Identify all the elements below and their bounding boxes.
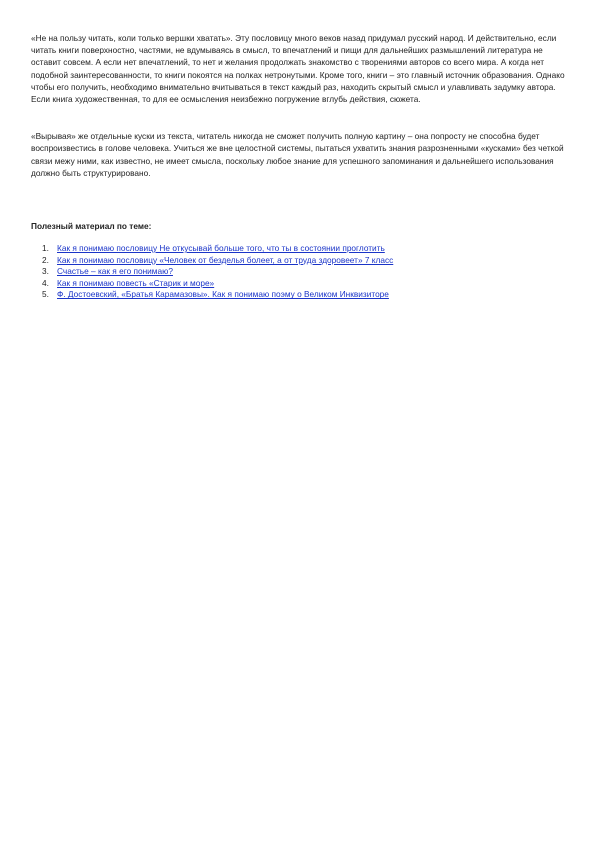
- list-item-number: 3.: [42, 266, 49, 277]
- related-link-3[interactable]: Счастье – как я его понимаю?: [57, 266, 173, 277]
- list-item: [31, 289, 571, 301]
- list-item-number: 4.: [42, 277, 49, 288]
- related-link-1[interactable]: Как я понимаю пословицу Не откусывай больше того, что ты в состоянии проглотить: [57, 243, 385, 254]
- related-link-5[interactable]: Ф. Достоевский, «Братья Карамазовы». Как я понимаю поэму о Великом Инквизиторе: [57, 289, 389, 300]
- useful-material-heading: Полезный материал по теме:: [31, 221, 152, 232]
- related-link-2[interactable]: Как я понимаю пословицу «Человек от безделья болеет, а от труда здоровеет» 7 класс: [57, 254, 394, 265]
- list-item: [31, 243, 571, 255]
- list-item: [31, 266, 571, 278]
- list-item-number: 1.: [42, 243, 49, 254]
- body-paragraph-1: «Не на пользу читать, коли только вершки хватать». Эту пословицу много веков назад придумал русский народ. И действительно, если читать книги поверхностно, частями, не вдумываясь в смысл, то впечатлений и пищи для дальнейших размышлений литература не оставит совсем. А если нет впечатлений, то нет и желания продолжать знакомство с творениями авторов со всего мира. А когда нет подобной заинтересованности, то книги покоятся на полках нетронутыми. Кроме того, книги – это главный источник образования. Однако чтобы его получить, необходимо внимательно вчитываться в текст каждый раз, находить скрытый смысл и улавливать задумку автора. Если книга художественная, то для ее осмысления неизбежно погружение вглубь действия, сюжета.: [31, 33, 565, 105]
- list-item: [31, 278, 571, 290]
- list-item: [31, 255, 571, 267]
- body-paragraph-2: «Вырывая» же отдельные куски из текста, читатель никогда не сможет получить полную картину – она попросту не способна будет воспроизвестись в голове человека. Учиться же вне целостной системы, пытаться ухватить знания разрозненными «кусками» без четкой связи межу ними, как известно, не имеет смысла, поскольку любое знание для успешного запоминания и дальнейшего использования должно быть структурировано.: [31, 131, 564, 178]
- related-links-list: [31, 243, 571, 301]
- document-page: [31, 32, 571, 301]
- list-item-number: 5.: [42, 289, 49, 300]
- list-item-number: 2.: [42, 254, 49, 265]
- related-link-4[interactable]: Как я понимаю повесть «Старик и море»: [57, 277, 215, 288]
